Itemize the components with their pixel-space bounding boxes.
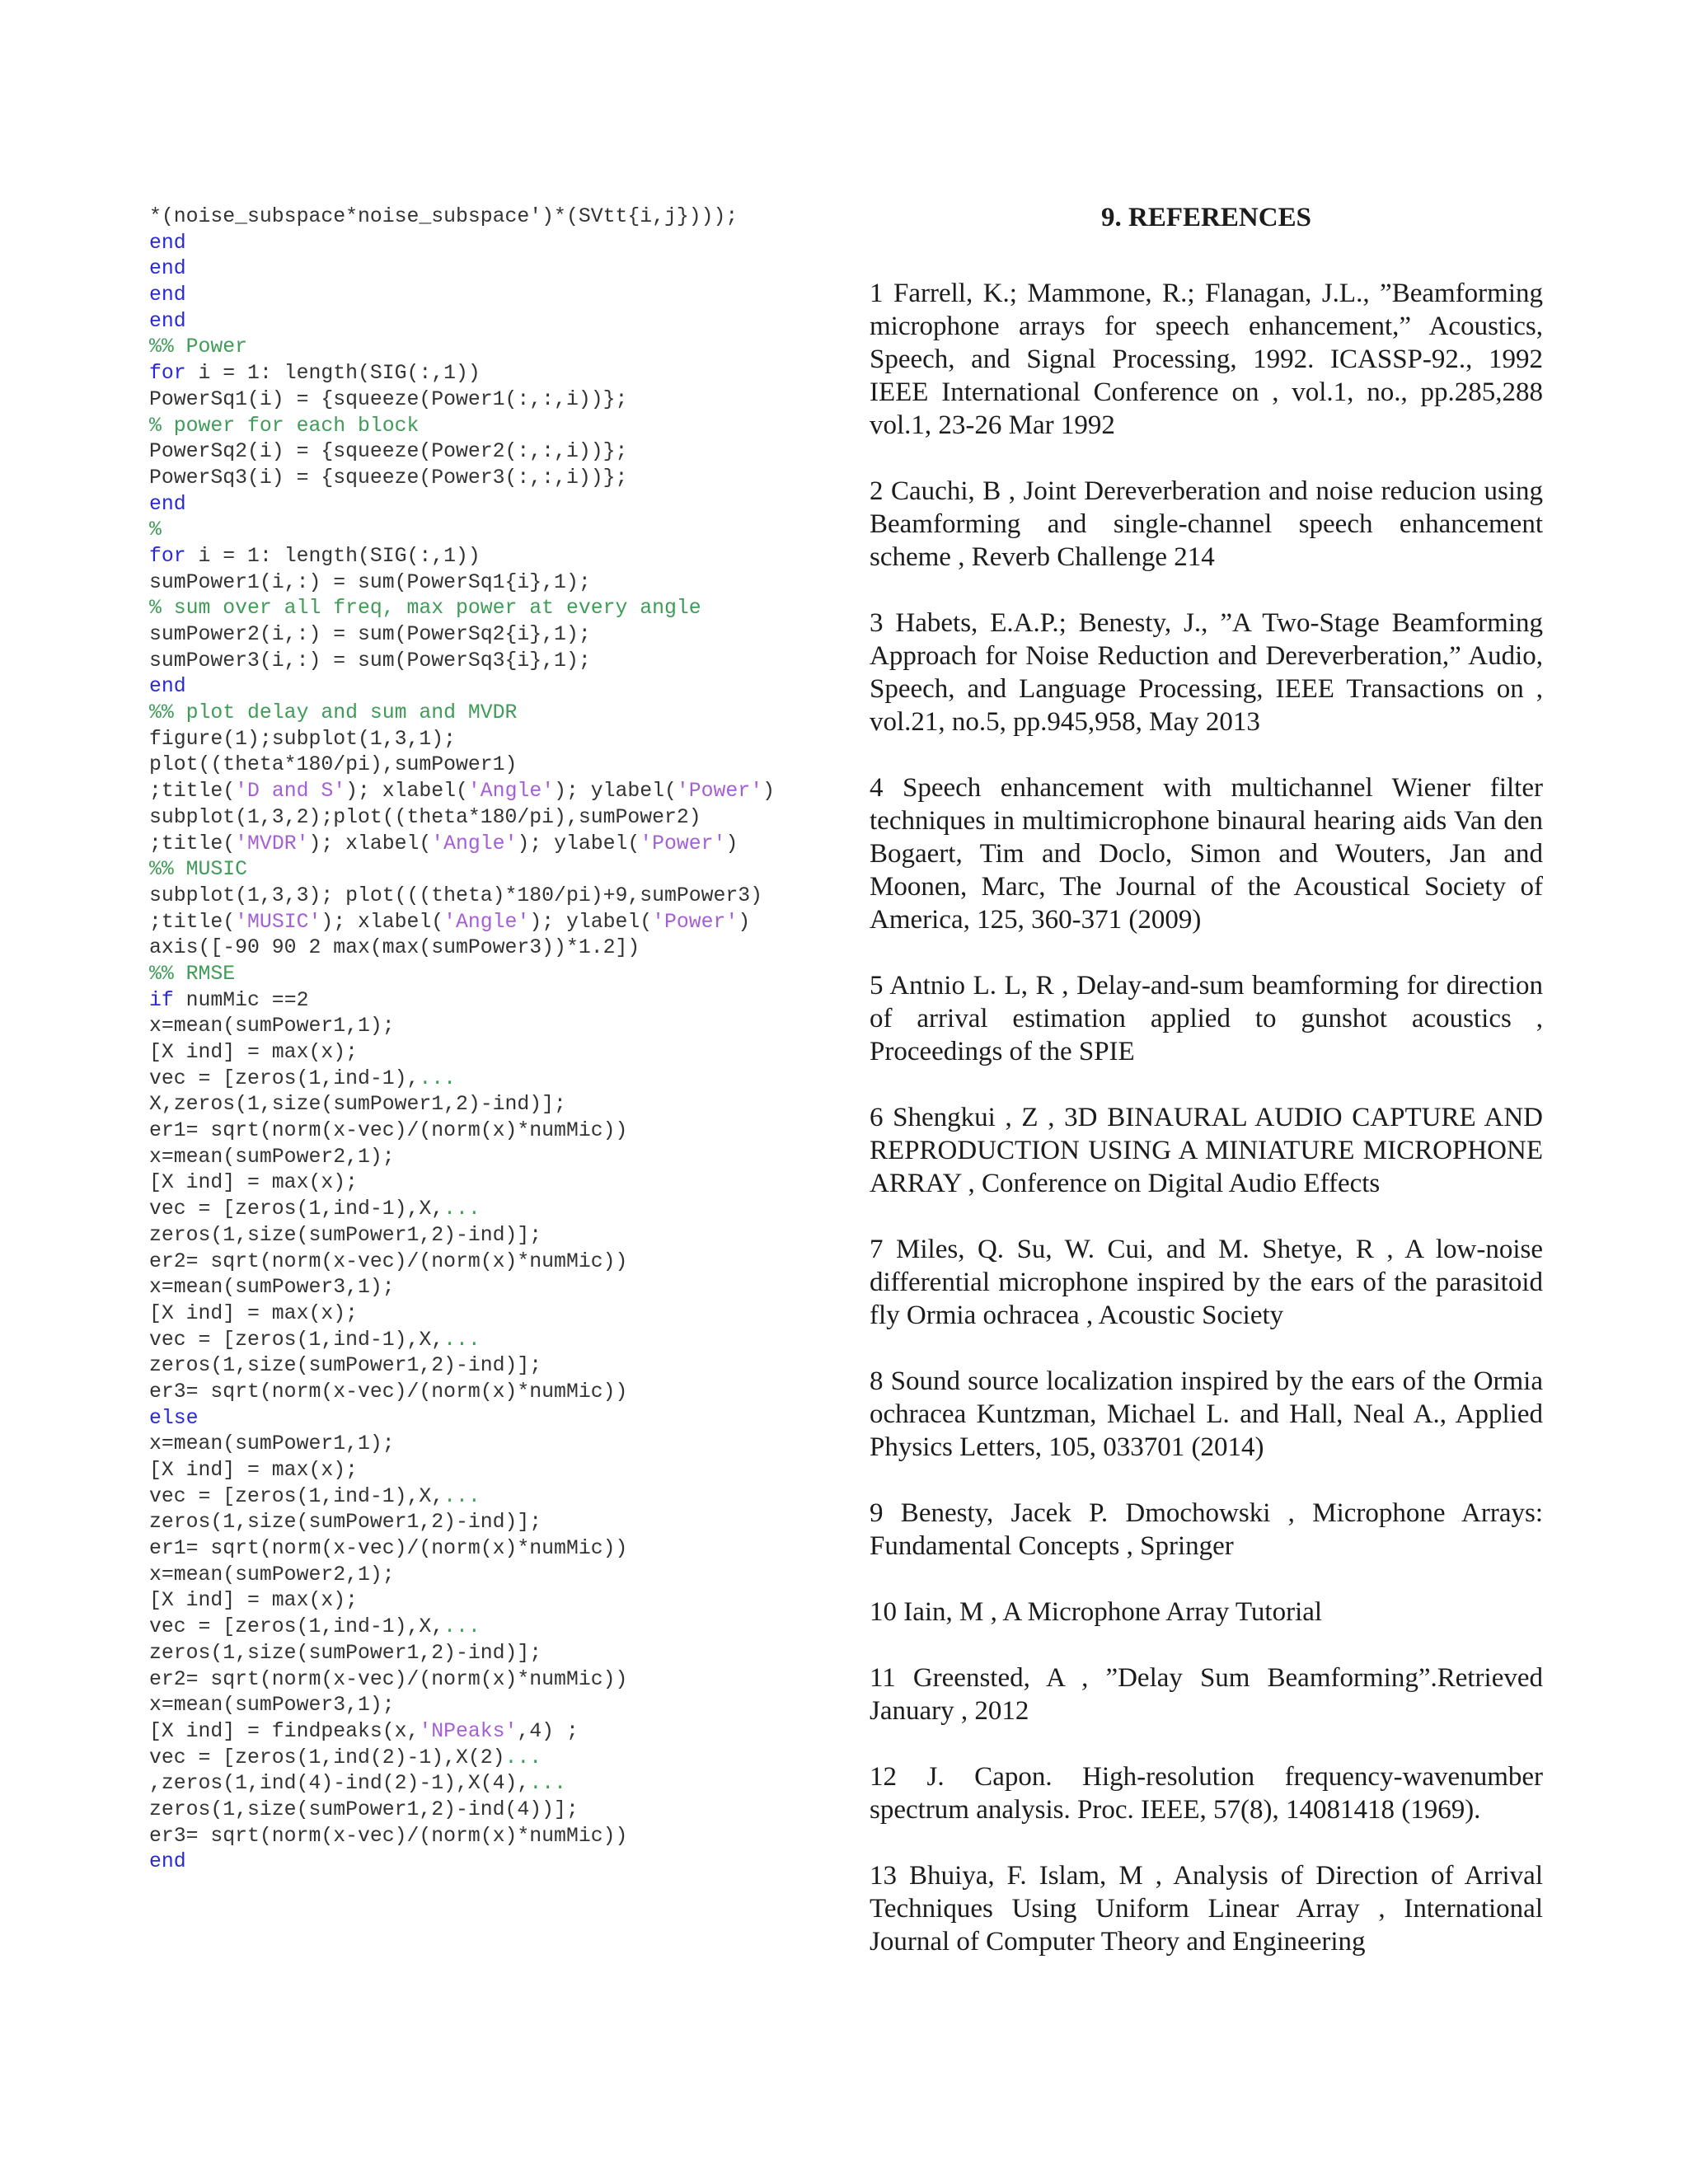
code-token: vec = [zeros(1,ind(2)-1),X(2): [149, 1746, 505, 1769]
code-line: [149, 1746, 842, 1772]
code-line: [149, 1197, 842, 1223]
code-line: [149, 1563, 842, 1589]
code-line: [149, 1641, 842, 1667]
code-token: ); ylabel(: [529, 910, 653, 934]
references-section: [870, 201, 1543, 1991]
code-token: ): [725, 832, 738, 855]
code-line: [149, 962, 842, 988]
code-line: [149, 596, 842, 622]
code-line: [149, 910, 842, 936]
code-line: [149, 1458, 842, 1484]
reference-item: 2 Cauchi, B , Joint Dereverberation and noise reducion using Beamforming and single-channel speech enhancement scheme , Reverb Challenge 214: [870, 476, 1543, 572]
code-line: [149, 857, 842, 883]
reference-item: 7 Miles, Q. Su, W. Cui, and M. Shetye, R , A low-noise differential microphone inspired by the ears of the parasitoid fly Ormia ochracea , Acoustic Society: [870, 1235, 1543, 1330]
code-token: end: [149, 492, 186, 516]
code-line: [149, 492, 842, 518]
code-token: ); xlabel(: [321, 910, 444, 934]
code-token: end: [149, 1850, 186, 1874]
code-line: [149, 1693, 842, 1719]
code-token: vec = [zeros(1,ind-1),X,: [149, 1484, 444, 1508]
code-token: vec = [zeros(1,ind-1),X,: [149, 1197, 444, 1221]
code-line: [149, 1145, 842, 1171]
code-token: [X ind] = max(x);: [149, 1171, 358, 1195]
code-token: sumPower2(i,:) = sum(PowerSq2{i},1);: [149, 623, 591, 646]
reference-item: 3 Habets, E.A.P.; Benesty, J., ”A Two-Stage Beamforming Approach for Noise Reduction and Dereverberation,” Audio, Speech, and Language Processing, IEEE Transactions on , vol.21, no.5, pp.945,958, May 2013: [870, 608, 1543, 737]
code-token: er3= sqrt(norm(x-vec)/(norm(x)*numMic)): [149, 1824, 628, 1848]
code-line: [149, 1615, 842, 1641]
code-token: vec = [zeros(1,ind-1),X,: [149, 1615, 444, 1639]
code-line: [149, 1275, 842, 1301]
code-line: [149, 1223, 842, 1249]
code-token: er2= sqrt(norm(x-vec)/(norm(x)*numMic)): [149, 1249, 628, 1273]
code-token: 'MUSIC': [235, 910, 321, 934]
code-token: numMic ==2: [173, 988, 309, 1012]
code-token: ;title(: [149, 910, 236, 934]
code-token: for: [149, 362, 186, 386]
code-token: er3= sqrt(norm(x-vec)/(norm(x)*numMic)): [149, 1380, 628, 1404]
code-line: [149, 1328, 842, 1354]
code-line: [149, 779, 842, 805]
code-token: i = 1: length(SIG(:,1)): [185, 362, 481, 386]
code-line: [149, 649, 842, 675]
code-token: zeros(1,size(sumPower1,2)-ind)];: [149, 1354, 542, 1378]
code-token: %% MUSIC: [149, 858, 248, 882]
code-line: [149, 935, 842, 962]
code-token: 'NPeaks': [419, 1719, 518, 1743]
reference-item: 1 Farrell, K.; Mammone, R.; Flanagan, J.L., ”Beamforming microphone arrays for speech enhancement,” Acoustics, Speech, and Signal Processing, 1992. ICASSP-92., 1992 IEEE International Conference on , vol.1, no., pp.285,288 vol.1, 23-26 Mar 1992: [870, 279, 1543, 440]
code-line: [149, 1719, 842, 1746]
code-token: zeros(1,size(sumPower1,2)-ind)];: [149, 1511, 542, 1535]
reference-item: 4 Speech enhancement with multichannel Wiener filter techniques in multimicrophone binaural hearing aids Van den Bogaert, Tim and Doclo, Simon and Wouters, Jan and Moonen, Marc, The Journal of the Acoustical Society of America, 125, 360-371 (2009): [870, 773, 1543, 935]
code-token: %% plot delay and sum and MVDR: [149, 701, 518, 725]
code-line: [149, 805, 842, 832]
code-token: sumPower1(i,:) = sum(PowerSq1{i},1);: [149, 570, 591, 594]
code-line: [149, 1353, 842, 1380]
code-line: [149, 1406, 842, 1432]
code-token: ): [738, 910, 751, 934]
code-token: vec = [zeros(1,ind-1),: [149, 1066, 420, 1090]
references-heading: 9. REFERENCES: [1101, 203, 1311, 232]
code-token: 'D and S': [235, 780, 346, 804]
code-token: x=mean(sumPower2,1);: [149, 1563, 395, 1586]
code-line: [149, 256, 842, 283]
code-token: ); xlabel(: [308, 832, 432, 855]
code-token: %% Power: [149, 335, 248, 359]
reference-item: 8 Sound source localization inspired by the ears of the Ormia ochracea Kuntzman, Michael L. and Hall, Neal A., Applied Physics Letters, 105, 033701 (2014): [870, 1366, 1543, 1462]
code-token: subplot(1,3,3); plot(((theta)*180/pi)+9,sumPower3): [149, 883, 763, 907]
code-token: end: [149, 257, 186, 281]
code-token: x=mean(sumPower2,1);: [149, 1145, 395, 1169]
code-token: ...: [419, 1066, 457, 1090]
code-token: ;title(: [149, 832, 236, 855]
code-token: x=mean(sumPower3,1);: [149, 1694, 395, 1718]
code-token: 'Power': [640, 832, 726, 855]
code-token: % power for each block: [149, 414, 420, 438]
code-token: plot((theta*180/pi),sumPower1): [149, 753, 518, 777]
code-token: % sum over all freq, max power at every angle: [149, 597, 701, 621]
code-token: PowerSq3(i) = {squeeze(Power3(:,:,i))};: [149, 466, 628, 490]
code-line: [149, 1249, 842, 1276]
code-line: [149, 1040, 842, 1066]
code-line: [149, 204, 842, 231]
code-token: zeros(1,size(sumPower1,2)-ind)];: [149, 1223, 542, 1247]
code-line: [149, 727, 842, 753]
code-line: [149, 1301, 842, 1328]
code-token: end: [149, 675, 186, 699]
code-token: x=mean(sumPower1,1);: [149, 1432, 395, 1456]
code-token: *(noise_subspace*noise_subspace')*(SVtt{i,j})));: [149, 205, 738, 228]
code-line: [149, 570, 842, 597]
code-token: sumPower3(i,:) = sum(PowerSq3{i},1);: [149, 649, 591, 673]
code-line: [149, 1484, 842, 1511]
code-token: i = 1: length(SIG(:,1)): [185, 544, 481, 568]
code-line: [149, 466, 842, 492]
code-line: [149, 674, 842, 701]
reference-item: 12 J. Capon. High-resolution frequency-wavenumber spectrum analysis. Proc. IEEE, 57(8), 14081418 (1969).: [870, 1762, 1543, 1825]
code-token: ;title(: [149, 780, 236, 804]
code-token: ,zeros(1,ind(4)-ind(2)-1),X(4),: [149, 1772, 530, 1796]
reference-item: 13 Bhuiya, F. Islam, M , Analysis of Direction of Arrival Techniques Using Uniform Linear Array , International Journal of Computer Theory and Engineering: [870, 1861, 1543, 1957]
code-token: [X ind] = max(x);: [149, 1459, 358, 1482]
code-token: %% RMSE: [149, 962, 236, 986]
code-token: 'Power': [676, 780, 763, 804]
code-line: [149, 231, 842, 257]
code-token: er1= sqrt(norm(x-vec)/(norm(x)*numMic)): [149, 1119, 628, 1143]
code-token: PowerSq1(i) = {squeeze(Power1(:,:,i))};: [149, 387, 628, 411]
code-token: PowerSq2(i) = {squeeze(Power2(:,:,i))};: [149, 440, 628, 464]
code-line: [149, 544, 842, 570]
code-token: zeros(1,size(sumPower1,2)-ind)];: [149, 1641, 542, 1665]
code-token: ...: [504, 1746, 542, 1769]
code-line: [149, 1797, 842, 1824]
code-line: [149, 1066, 842, 1093]
code-line: [149, 414, 842, 440]
code-token: end: [149, 284, 186, 307]
code-line: [149, 309, 842, 335]
code-line: [149, 752, 842, 779]
code-line: [149, 1092, 842, 1118]
code-token: figure(1);subplot(1,3,1);: [149, 727, 457, 751]
code-line: [149, 283, 842, 309]
code-token: x=mean(sumPower1,1);: [149, 1015, 395, 1038]
code-line: [149, 1170, 842, 1197]
code-line: [149, 361, 842, 387]
code-line: [149, 1510, 842, 1536]
code-token: er1= sqrt(norm(x-vec)/(norm(x)*numMic)): [149, 1537, 628, 1561]
code-token: ); xlabel(: [345, 780, 468, 804]
code-token: ...: [443, 1197, 481, 1221]
code-token: [X ind] = findpeaks(x,: [149, 1719, 420, 1743]
matlab-code-listing: [149, 204, 842, 1876]
code-token: er2= sqrt(norm(x-vec)/(norm(x)*numMic)): [149, 1667, 628, 1691]
references-list: [870, 277, 1543, 1958]
code-line: [149, 1824, 842, 1850]
code-token: 'Power': [652, 910, 738, 934]
code-line: [149, 622, 842, 649]
code-token: end: [149, 309, 186, 333]
code-line: [149, 1588, 842, 1615]
code-token: else: [149, 1406, 199, 1430]
code-line: [149, 387, 842, 414]
code-token: X,zeros(1,size(sumPower1,2)-ind)];: [149, 1093, 566, 1117]
code-line: [149, 1667, 842, 1694]
reference-item: 5 Antnio L. L, R , Delay-and-sum beamforming for direction of arrival estimation applied to gunshot acoustics , Proceedings of the SPIE: [870, 971, 1543, 1066]
code-line: [149, 1432, 842, 1458]
code-line: [149, 1849, 842, 1876]
code-token: for: [149, 544, 186, 568]
code-token: subplot(1,3,2);plot((theta*180/pi),sumPower2): [149, 805, 701, 829]
code-token: ); ylabel(: [517, 832, 640, 855]
code-token: ); ylabel(: [554, 780, 677, 804]
code-token: if: [149, 988, 174, 1012]
code-token: ,4) ;: [517, 1719, 579, 1743]
reference-item: 9 Benesty, Jacek P. Dmochowski , Microphone Arrays: Fundamental Concepts , Springer: [870, 1498, 1543, 1561]
code-line: [149, 1771, 842, 1797]
code-token: ...: [443, 1328, 481, 1352]
code-line: [149, 1536, 842, 1563]
code-token: x=mean(sumPower3,1);: [149, 1276, 395, 1300]
code-token: 'MVDR': [235, 832, 309, 855]
code-token: 'Angle': [431, 832, 518, 855]
code-token: end: [149, 231, 186, 255]
code-token: ): [762, 780, 775, 804]
code-line: [149, 883, 842, 910]
code-token: 'Angle': [443, 910, 530, 934]
code-token: ...: [443, 1615, 481, 1639]
code-token: [X ind] = max(x);: [149, 1589, 358, 1613]
code-token: axis([-90 90 2 max(max(sumPower3))*1.2]): [149, 936, 640, 960]
code-token: ...: [443, 1484, 481, 1508]
reference-item: 6 Shengkui , Z , 3D BINAURAL AUDIO CAPTURE AND REPRODUCTION USING A MINIATURE MICROPHONE ARRAY , Conference on Digital Audio Effects: [870, 1103, 1543, 1198]
code-line: [149, 518, 842, 544]
code-line: [149, 832, 842, 858]
code-line: [149, 335, 842, 361]
code-token: vec = [zeros(1,ind-1),X,: [149, 1328, 444, 1352]
code-token: [X ind] = max(x);: [149, 1301, 358, 1325]
code-line: [149, 1118, 842, 1145]
reference-item: 11 Greensted, A , ”Delay Sum Beamforming”.Retrieved January , 2012: [870, 1663, 1543, 1726]
code-line: [149, 701, 842, 727]
code-token: 'Angle': [467, 780, 555, 804]
code-token: zeros(1,size(sumPower1,2)-ind(4))];: [149, 1797, 579, 1821]
code-line: [149, 439, 842, 466]
code-token: ...: [529, 1772, 566, 1796]
code-line: [149, 1380, 842, 1406]
code-line: [149, 988, 842, 1015]
code-token: [X ind] = max(x);: [149, 1041, 358, 1064]
code-token: %: [149, 518, 162, 542]
code-line: [149, 1014, 842, 1040]
reference-item: 10 Iain, M , A Microphone Array Tutorial: [870, 1597, 1323, 1627]
